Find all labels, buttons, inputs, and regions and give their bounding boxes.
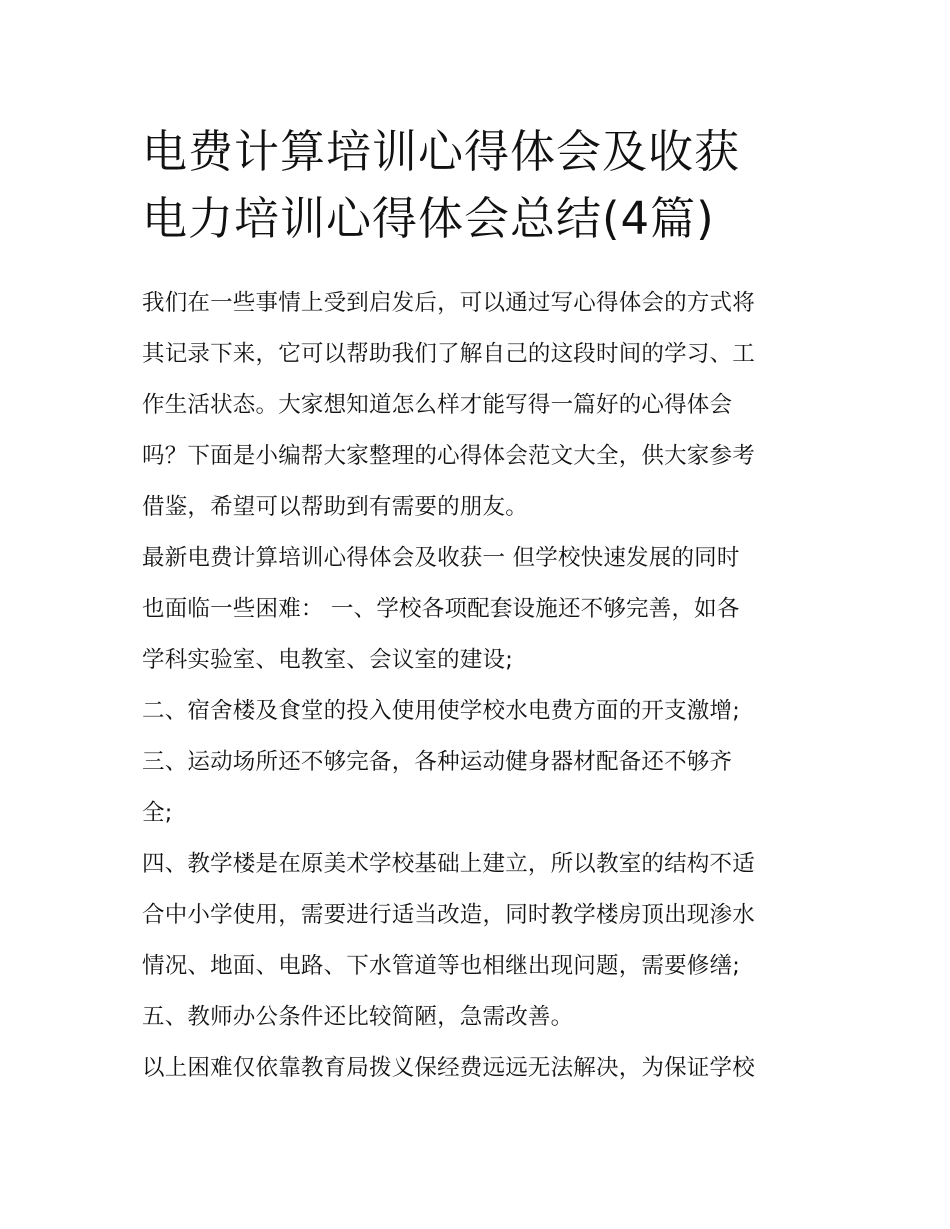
body-line: 我们在一些事情上受到启发后，可以通过写心得体会的方式将 bbox=[142, 290, 755, 316]
body-line: 以上困难仅依靠教育局拨义保经费远远无法解决，为保证学校 bbox=[142, 1055, 755, 1081]
body-line: 其记录下来，它可以帮助我们了解自己的这段时间的学习、工 bbox=[142, 341, 755, 367]
document-body bbox=[142, 278, 822, 1094]
body-line: 借鉴，希望可以帮助到有需要的朋友。 bbox=[142, 494, 528, 520]
body-line: 学科实验室、电教室、会议室的建设; bbox=[142, 647, 513, 673]
body-line: 吗？下面是小编帮大家整理的心得体会范文大全，供大家参考 bbox=[142, 443, 755, 469]
body-line: 二、宿舍楼及食堂的投入使用使学校水电费方面的开支激增; bbox=[142, 698, 740, 724]
document-title bbox=[142, 118, 822, 252]
body-line: 四、教学楼是在原美术学校基础上建立，所以教室的结构不适 bbox=[142, 851, 755, 877]
title-line: 电力培训心得体会总结(4篇) bbox=[142, 192, 715, 245]
body-line: 三、运动场所还不够完备，各种运动健身器材配备还不够齐 bbox=[142, 749, 733, 775]
body-line: 作生活状态。大家想知道怎么样才能写得一篇好的心得体会 bbox=[142, 392, 733, 418]
body-line: 五、教师办公条件还比较简陋，急需改善。 bbox=[142, 1004, 574, 1030]
body-line: 也面临一些困难： 一、学校各项配套设施还不够完善，如各 bbox=[142, 596, 740, 622]
body-line: 合中小学使用，需要进行适当改造，同时教学楼房顶出现渗水 bbox=[142, 902, 755, 928]
body-line: 最新电费计算培训心得体会及收获一 但学校快速发展的同时 bbox=[142, 545, 740, 571]
body-line: 全; bbox=[142, 800, 173, 826]
body-line: 情况、地面、电路、下水管道等也相继出现问题，需要修缮; bbox=[142, 953, 740, 979]
title-line: 电费计算培训心得体会及收获 bbox=[142, 125, 741, 178]
